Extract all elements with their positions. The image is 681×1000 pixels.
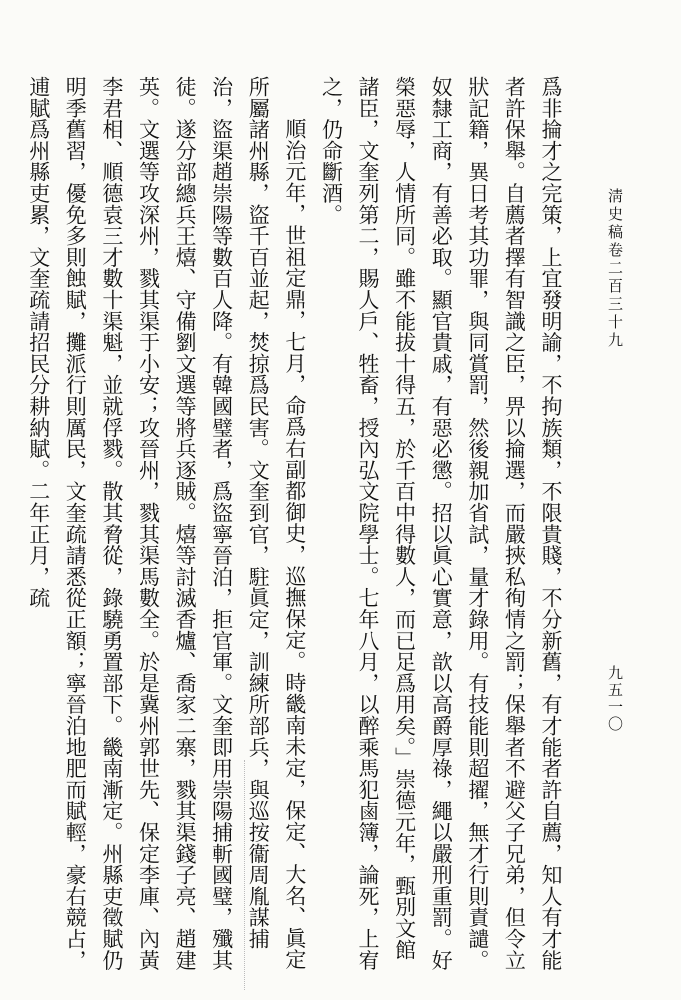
paragraph-1: 爲非掄才之完策，上宜發明諭，不拘族類，不限貴賤，不分新舊，有才能者許自薦，知人有才能者許保舉。自薦者擇有智識之臣，畀以掄選，而嚴挾私徇情之罰；保舉者不避父子兄弟，但令立狀記籍，異日考其功罪，與同賞罰，然後親加省試，量才錄用。有技能則超擢，無才行則責譴。奴隸工商，有善必取。顯官貴戚，有惡必懲。招以眞心實意，歆以高爵厚祿，繩以嚴刑重罰。好榮惡辱，人情所同。雖不能拔十得五，於千百中得數人，而已足爲用矣。」崇德元年，甄別文館諸臣，文奎列第二，賜人戶、牲畜，授內弘文院學士。七年八月，以醉乘馬犯鹵簿，論死，上宥之，仍命斷酒。 — [319, 76, 563, 971]
running-title: 淸史稿卷二百三十九 — [606, 188, 624, 350]
main-text — [26, 76, 569, 971]
paragraph-2: 順治元年，世祖定鼎，七月，命爲右副都御史，巡撫保定。時畿南未定，保定、大名、眞定所屬諸州縣，盜千百並起，焚掠爲民害。文奎到官，駐眞定，訓練所部兵，與巡按衞周胤謀捕治，盜渠趙崇陽等數百人降。有韓國璧者，爲盜寧晉泊，拒官軍。文奎即用崇陽捕斬國璧，殲其徒。遂分部總兵王熺、守備劉文選等將兵逐賊。熺等討滅香爐、喬家二寨，戮其渠錢子亮、趙建英。文選等攻深州，戮其渠于小安；攻晉州，戮其渠馬數全。於是冀州郭世先、保定李庫、內黃李君相、順德袁三才數十渠魁，並就俘戮。散其脅從，錄驍勇置部下。畿南漸定。州縣吏徵賦仍明季舊習，優免多則蝕賦，攤派行則厲民，文奎疏請悉從正額；寧晉泊地肥而賦輕，豪右競占，逋賦爲州縣吏累，文奎疏請招民分耕納賦。二年正月，疏 — [26, 76, 307, 971]
gutter-dots — [244, 760, 245, 990]
page-number: 九五一〇 — [606, 665, 624, 733]
